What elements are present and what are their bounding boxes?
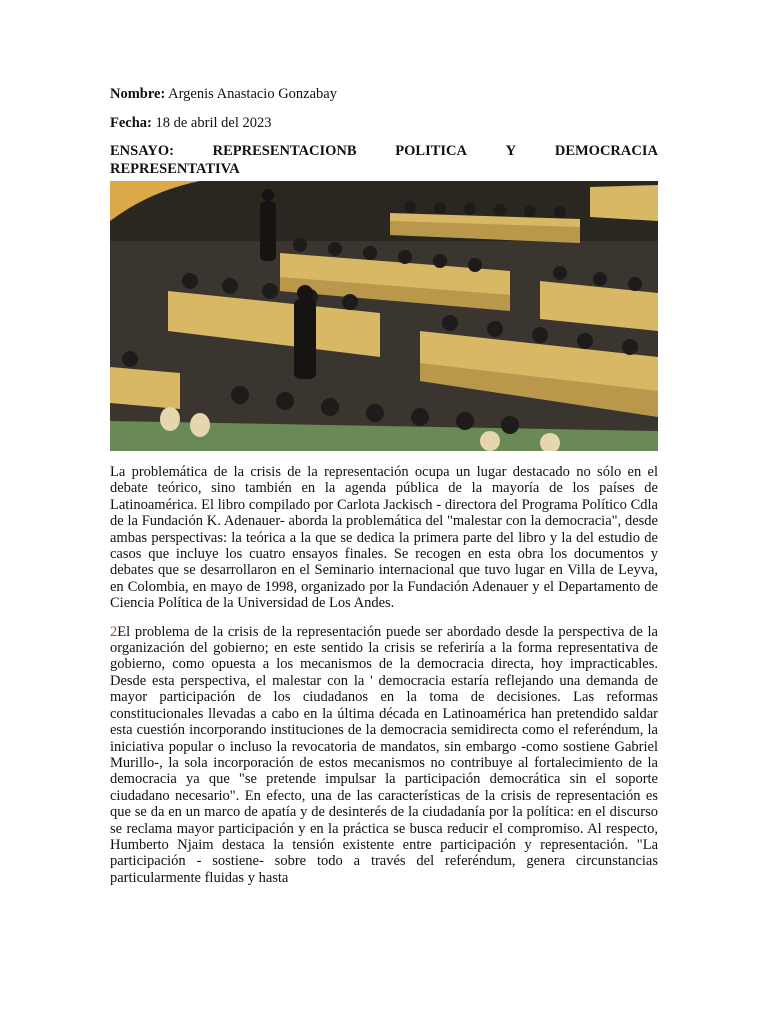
name-value: Argenis Anastacio Gonzabay	[168, 86, 337, 102]
footnote-marker: 2	[110, 623, 118, 640]
essay-title-word: Y	[505, 143, 517, 159]
name-label: Nombre:	[110, 86, 166, 102]
name-line	[110, 84, 658, 104]
paragraph-2-text: El problema de la crisis de la representación puede ser abordado desde la perspectiva de la organización del gobierno; en este sentido la crisis se referiría a la forma representativa de gobierno, como opuesta a los mecanismos de la democracia directa, hoy impracticables. Desde esta perspectiva, el malestar con la ' democracia estaría reflejando una demanda de mayor participación de los ciudadanos en la toma de decisiones. Las reformas constitucionales llevadas a cabo en la última década en Latinoamérica han pretendido saldar esta cuestión incorporando instituciones de la democracia semidirecta como el referéndum, la iniciativa popular o incluso la revocatoria de mandatos, sin embargo -como sostiene Gabriel Murillo-, la sola incorporación de estos mecanismos no contribuye al fortalecimiento de la democracia ya que "se pretende impulsar la participación democrática sin el soporte ciudadano necesario". En efecto, una de las características de la crisis de representación es que se da en un marco de apatía y de desinterés de la ciudadanía por la política: en el discurso se reclama mayor participación y en la práctica se busca reducir el compromiso. Al respecto, Humberto Njaim destaca la tensión existente entre participación y representación. "La participación - sostiene- sobre todo a través del referéndum, genera circunstancias particularmente fluidas y hasta	[110, 623, 658, 886]
essay-title-word: ENSAYO:	[110, 143, 174, 159]
essay-title-word: REPRESENTACIONB	[212, 143, 357, 159]
essay-title-word: POLITICA	[395, 143, 467, 159]
date-value: 18 de abril del 2023	[155, 115, 272, 131]
paragraph-1: La problemática de la crisis de la representación ocupa un lugar destacado no sólo en el debate teórico, sino también en la agenda pública de la mayoría de los países de Latinoamérica. El libro compilado por Carlota Jackisch - directora del Programa Político Cdla de la Fundación K. Adenauer- aborda la problemática del "malestar con la democracia", desde ambas perspectivas: la teórica a la que se dedica la primera parte del libro y la del estudio de casos que incluye los cuatro ensayos finales. Se recogen en esta obra los documentos y debates que se desarrollaron en el Seminario internacional que tuvo lugar en Villa de Leyva, en Colombia, en mayo de 1998, organizado por la Fundación Adenauer y el Departamento de Ciencia Política de la Universidad de Los Andes.	[110, 464, 658, 612]
essay-title	[110, 142, 658, 178]
document-content	[110, 84, 658, 898]
essay-title-line1	[110, 142, 658, 160]
paragraph-2	[110, 624, 658, 887]
assembly-hall-photo	[110, 181, 658, 451]
essay-title-line2: REPRESENTATIVA	[110, 161, 240, 177]
essay-title-word: DEMOCRACIA	[554, 143, 658, 159]
date-label: Fecha:	[110, 115, 152, 131]
date-line	[110, 113, 658, 133]
